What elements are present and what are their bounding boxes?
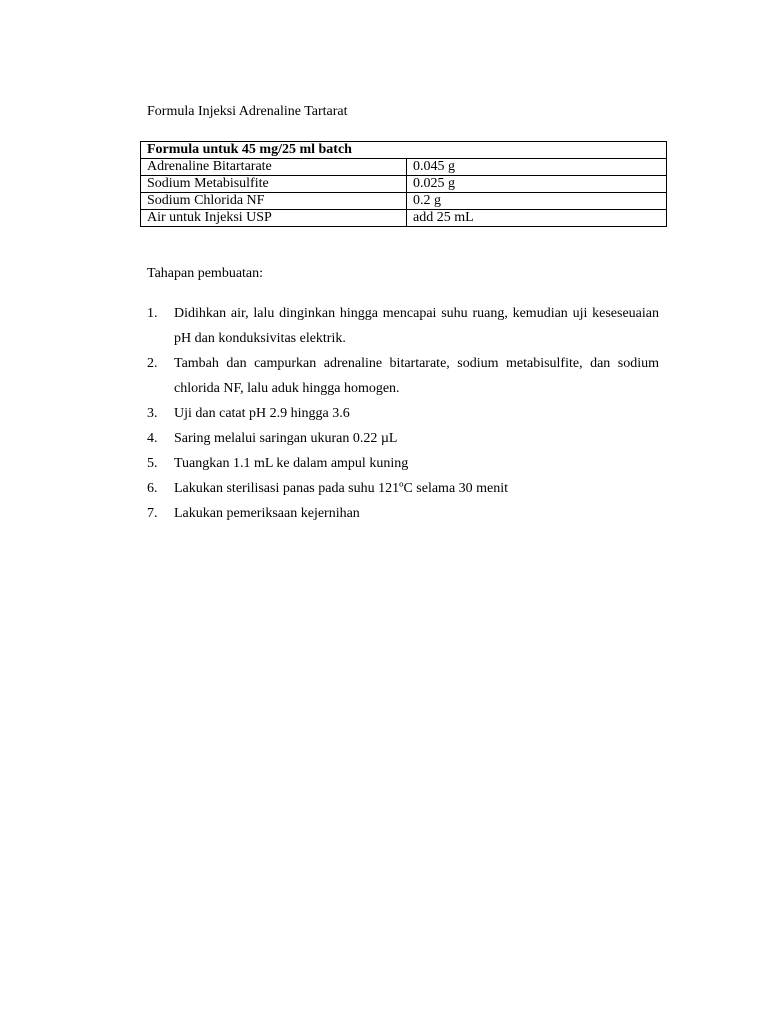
- formula-table: [140, 141, 667, 227]
- step-text: Saring melalui saringan ukuran 0.22 µL: [174, 431, 398, 446]
- step-number: 4.: [147, 431, 158, 446]
- steps-heading: Tahapan pembuatan:: [147, 266, 264, 281]
- list-item: [147, 301, 659, 351]
- step-number: 6.: [147, 481, 158, 496]
- list-item: [147, 476, 659, 501]
- list-item: [147, 401, 659, 426]
- steps-list: [147, 301, 659, 526]
- amount-cell: 0.045 g: [407, 159, 667, 176]
- table-row: [141, 193, 667, 210]
- list-item: [147, 451, 659, 476]
- table-header-row: [141, 142, 667, 159]
- amount-cell: add 25 mL: [407, 210, 667, 227]
- amount-cell: 0.025 g: [407, 176, 667, 193]
- table-row: [141, 159, 667, 176]
- step-number: 1.: [147, 306, 158, 321]
- step-number: 5.: [147, 456, 158, 471]
- step-text: Lakukan sterilisasi panas pada suhu 121ºC selama 30 menit: [174, 481, 509, 496]
- table-row: [141, 176, 667, 193]
- step-text: Uji dan catat pH 2.9 hingga 3.6: [174, 406, 350, 421]
- table-row: [141, 210, 667, 227]
- step-text: Tuangkan 1.1 mL ke dalam ampul kuning: [174, 456, 409, 471]
- ingredient-cell: Air untuk Injeksi USP: [141, 210, 407, 227]
- step-number: 3.: [147, 406, 158, 421]
- page-title: Formula Injeksi Adrenaline Tartarat: [147, 104, 348, 119]
- amount-cell: 0.2 g: [407, 193, 667, 210]
- step-number: 2.: [147, 356, 158, 371]
- step-text: Tambah dan campurkan adrenaline bitartarate, sodium metabisulfite, dan sodium chlorida NF, lalu aduk hingga homogen.: [174, 356, 659, 396]
- step-text: Didihkan air, lalu dinginkan hingga mencapai suhu ruang, kemudian uji keseseuaian pH dan konduksivitas elektrik.: [174, 306, 659, 346]
- ingredient-cell: Adrenaline Bitartarate: [141, 159, 407, 176]
- ingredient-cell: Sodium Metabisulfite: [141, 176, 407, 193]
- table-header: Formula untuk 45 mg/25 ml batch: [141, 142, 667, 159]
- step-text: Lakukan pemeriksaan kejernihan: [174, 506, 360, 521]
- list-item: [147, 501, 659, 526]
- ingredient-cell: Sodium Chlorida NF: [141, 193, 407, 210]
- list-item: [147, 351, 659, 401]
- list-item: [147, 426, 659, 451]
- step-number: 7.: [147, 506, 158, 521]
